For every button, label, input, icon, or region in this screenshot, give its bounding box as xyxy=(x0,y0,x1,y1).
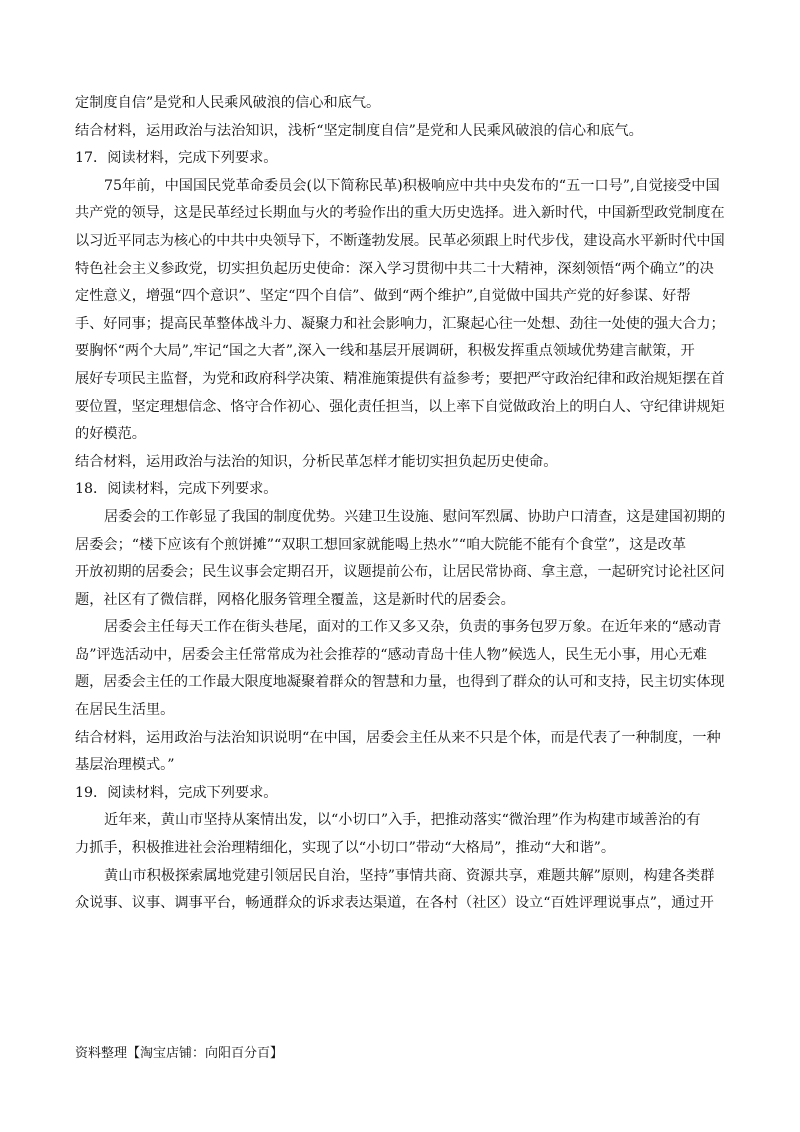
text-line: 展好专项民主监督，为党和政府科学决策、精准施策提供有益参考；要把严守政治纪律和政治规矩摆在首 xyxy=(75,370,725,387)
text-line: 黄山市积极探索属地党建引领居民自治，坚持”事情共商、资源共享，难题共解”原则，构建各类群 xyxy=(104,867,715,884)
text-line: 结合材料，运用政治与法治的知识，分析民革怎样才能切实担负起历史使命。 xyxy=(75,453,558,470)
text-line: 居委会；“楼下应该有个煎饼摊”“双职工想回家就能喝上热水”“咱大院能不能有个食堂”，这是改革 xyxy=(75,536,687,553)
text-line: 手、好同事；提高民革整体战斗力、凝聚力和社会影响力，汇聚起心往一处想、劲往一处使的强大合力； xyxy=(75,315,725,332)
text-line: 岛”评选活动中，居委会主任常常成为社会推荐的“感动青岛十佳人物”候选人，民生无小事，用心无难 xyxy=(75,646,707,663)
text-line: 特色社会主义参政党，切实担负起历史使命：深入学习贯彻中共二十大精神，深刻领悟“两个确立”的决 xyxy=(75,260,714,277)
text-line: 近年来，黄山市坚持从案情出发，以“小切口”入手，把推动落实“微治理”作为构建市域善治的有 xyxy=(104,812,701,829)
text-line: 以习近平同志为核心的中共中央领导下，不断蓬勃发展。民革必须跟上时代步伐，建设高水平新时代中国 xyxy=(75,232,725,249)
text-line: 结合材料，运用政治与法治知识，浅析“坚定制度自信”是党和人民乘风破浪的信心和底气。 xyxy=(75,122,643,139)
text-line: 的好模范。 xyxy=(75,426,146,443)
text-line: 要胸怀“两个大局”,牢记“国之大者”,深入一线和基层开展调研，积极发挥重点领域优势建言献策，开 xyxy=(75,343,695,360)
text-line: 17．阅读材料，完成下列要求。 xyxy=(75,150,278,167)
text-line: 在居民生活里。 xyxy=(75,702,175,719)
text-line: 居委会的工作彰显了我国的制度优势。兴建卫生设施、慰问军烈属、协助户口清查，这是建国初期的 xyxy=(104,508,726,525)
text-line: 结合材料，运用政治与法治知识说明“在中国，居委会主任从来不只是个体，而是代表了一种制度，一种 xyxy=(75,729,721,746)
text-line: 居委会主任每天工作在街头巷尾，面对的工作又多又杂，负责的事务包罗万象。在近年来的“感动青 xyxy=(104,619,722,636)
text-line: 共产党的领导，这是民革经过长期血与火的考验作出的重大历史选择。进入新时代，中国新型政党制度在 xyxy=(75,205,725,222)
document-body xyxy=(75,90,725,918)
text-line: 定制度自信”是党和人民乘风破浪的信心和底气。 xyxy=(75,95,381,111)
page-footer: 资料整理【淘宝店铺：向阳百分百】 xyxy=(75,1046,284,1061)
text-line: 开放初期的居委会；民生议事会定期召开，议题提前公布，让居民常协商、拿主意，一起研究讨论社区问 xyxy=(75,564,725,581)
text-line: 18．阅读材料，完成下列要求。 xyxy=(75,481,278,498)
text-line: 要位置，坚定理想信念、恪守合作初心、强化责任担当，以上率下自觉做政治上的明白人、守纪律讲规矩 xyxy=(75,398,725,415)
text-line: 基层治理模式。” xyxy=(75,757,175,774)
text-line: 题，社区有了微信群，网格化服务管理全覆盖，这是新时代的居委会。 xyxy=(75,591,515,608)
text-line: 力抓手，积极推进社会治理精细化，实现了以“小切口”带动“大格局”，推动“大和谐”。 xyxy=(75,840,616,857)
text-line: 题，居委会主任的工作最大限度地凝聚着群众的智慧和力量，也得到了群众的认可和支持，民主切实体现 xyxy=(75,674,725,691)
text-line: 19．阅读材料，完成下列要求。 xyxy=(75,784,278,801)
text-line: 众说事、议事、调事平台，畅通群众的诉求表达渠道，在各村（社区）设立“百姓评理说事点”，通过开 xyxy=(75,895,714,912)
text-line: 定性意义，增强“四个意识”、坚定“四个自信”、做到“两个维护”,自觉做中国共产党的好参谋、好帮 xyxy=(75,288,691,305)
text-line: 75年前，中国国民党革命委员会(以下简称民革)积极响应中共中央发布的“五一口号”,自觉接受中国 xyxy=(104,177,720,194)
